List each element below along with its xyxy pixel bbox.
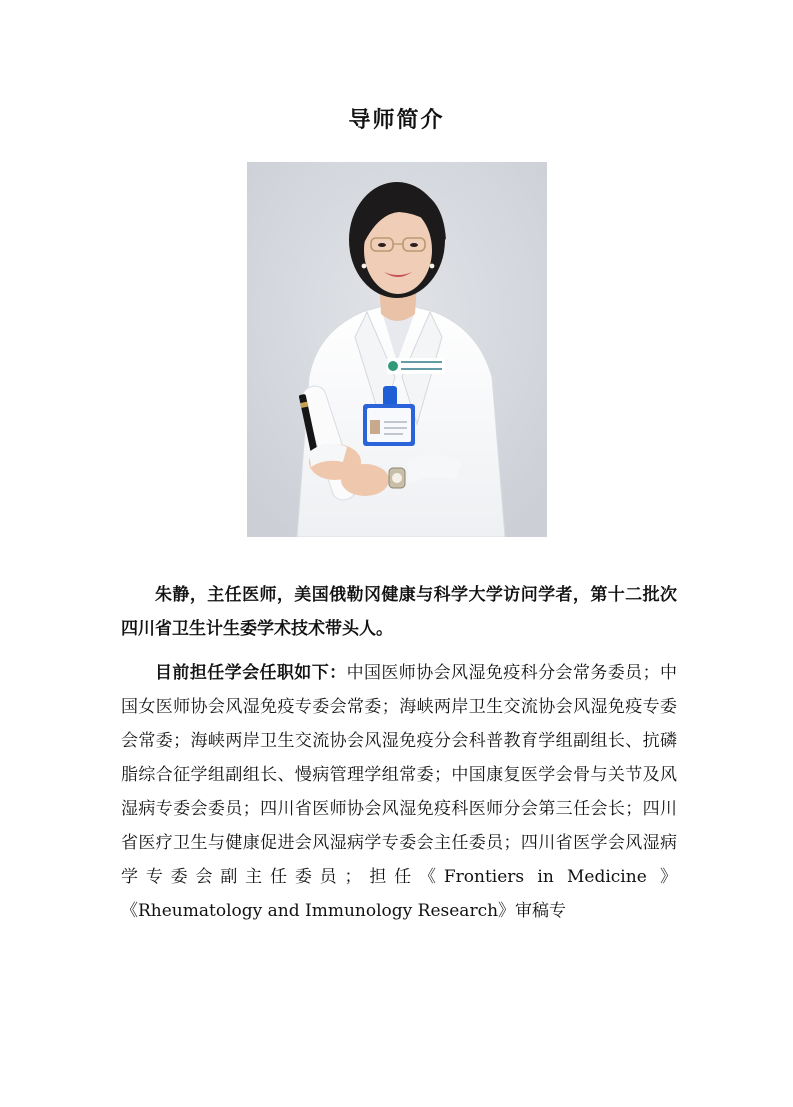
portrait-photo [247,162,547,537]
positions-text: 中国医师协会风湿免疫科分会常务委员；中国女医师协会风湿免疫专委会常委；海峡两岸卫生交流协会风湿免疫专委会常委；海峡两岸卫生交流协会风湿免疫分会科普教育学组副组长、抗磷脂综合征学组副组长、慢病管理学组常委；中国康复医学会骨与关节及风湿病专委会委员；四川省医师协会风湿免疫科医师分会第三任会长；四川省医疗卫生与健康促进会风湿病学专委会主任委员；四川省医学会风湿病学专委会副主任委员；担任《Frontiers in Medicine 》《Rheumatology and Immunology Research》审稿专 [121,663,678,921]
positions-paragraph [121,656,677,928]
portrait-illustration [247,162,547,537]
biography-text [121,578,677,928]
positions-lead: 目前担任学会任职如下： [155,663,347,683]
intro-paragraph: 朱静，主任医师，美国俄勒冈健康与科学大学访问学者，第十二批次四川省卫生计生委学术技术带头人。 [121,585,677,639]
page-title: 导师简介 [348,106,445,133]
